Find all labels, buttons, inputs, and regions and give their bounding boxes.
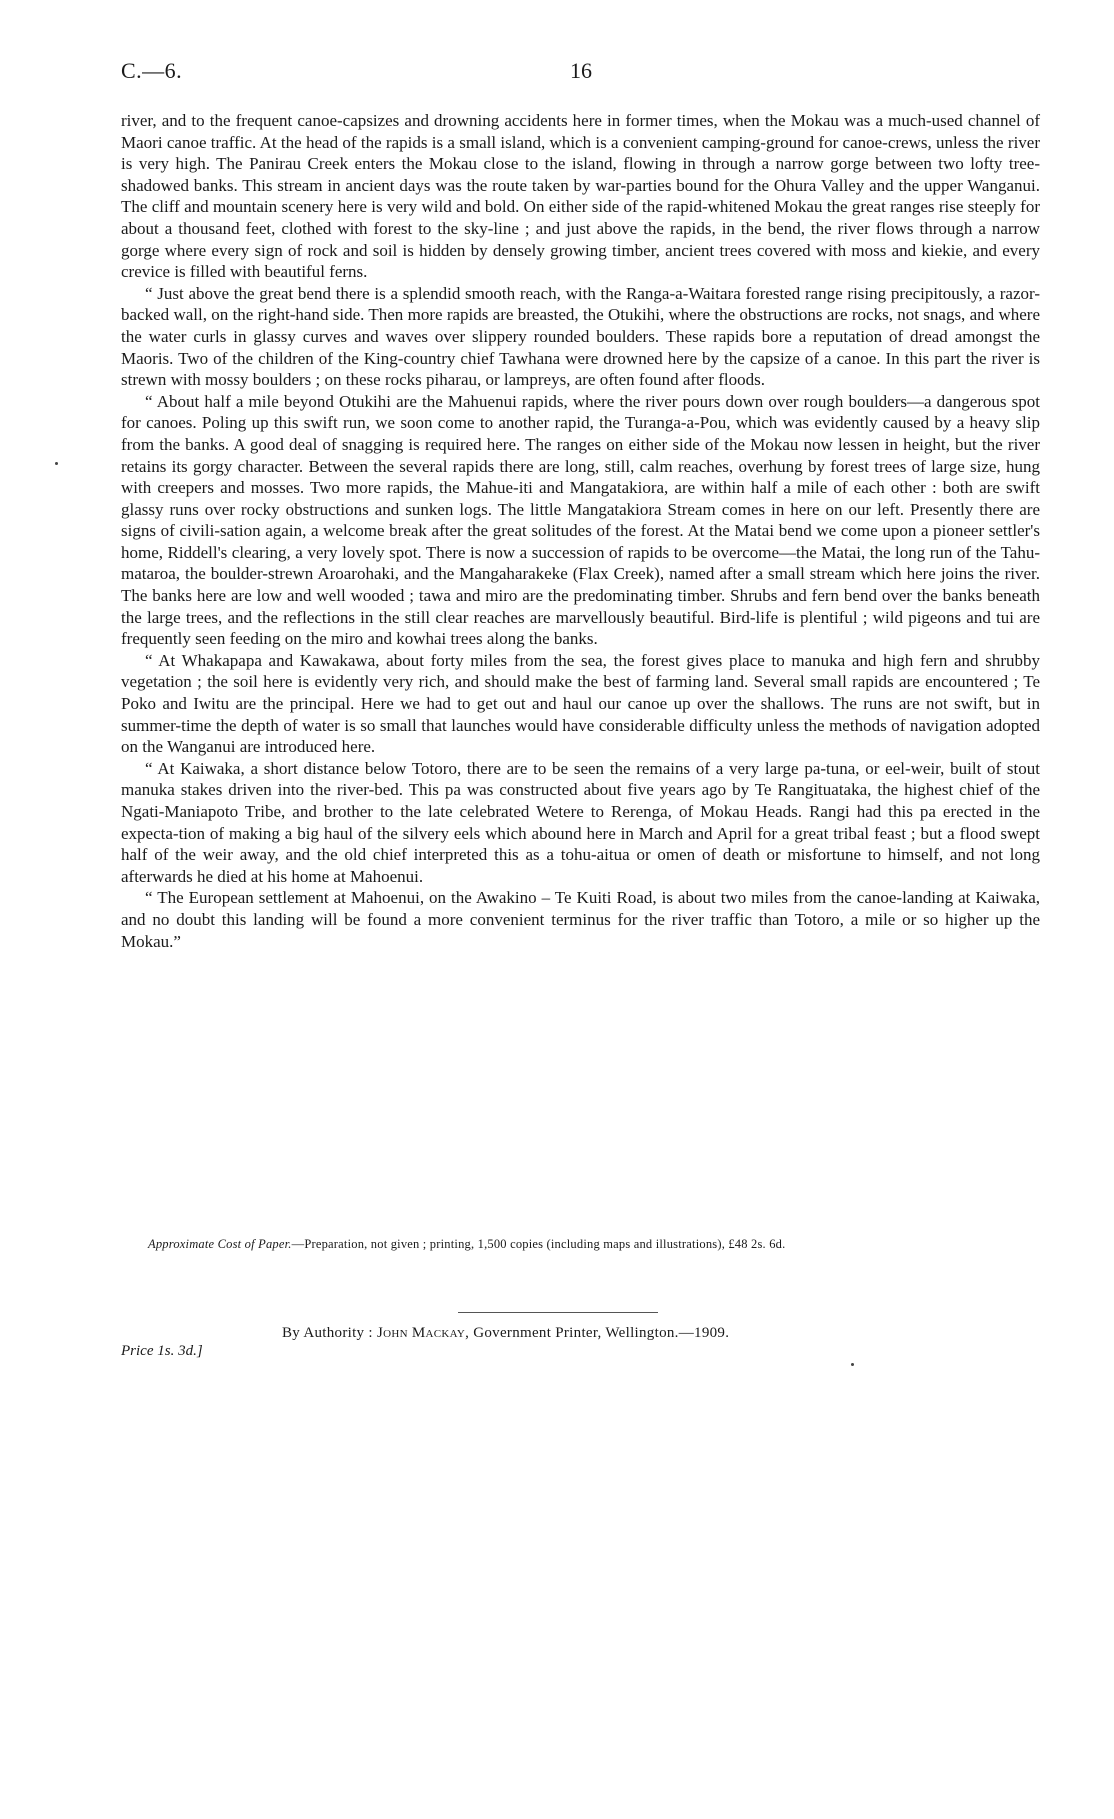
authority-suffix: , Government Printer, Wellington.—1909.	[465, 1325, 730, 1341]
cost-label: Approximate Cost of Paper.	[148, 1237, 292, 1251]
paragraph: “ At Whakapapa and Kawakawa, about forty miles from the sea, the forest gives place to manuka and high fern and shrubby vegetation ; the soil here is evidently very rich, and should make the best of farming land. Several small rapids are encountered ; Te Poko and Iwitu are the principal. Here we had to get out and haul our canoe up over the shallows. The runs are not swift, but in summer-time the depth of water is so small that launches would have considerable difficulty unless the methods of navigation adopted on the Wanganui are introduced here.	[121, 650, 1040, 757]
cost-note	[148, 1237, 1028, 1252]
authority-prefix: By Authority :	[282, 1325, 373, 1341]
price-note: Price 1s. 3d.]	[121, 1343, 203, 1359]
printer-authority	[282, 1325, 729, 1342]
margin-speck	[851, 1363, 854, 1366]
cost-text: —Preparation, not given ; printing, 1,500 copies (including maps and illustrations), £48 2s. 6d.	[291, 1237, 786, 1251]
paragraph: “ Just above the great bend there is a splendid smooth reach, with the Ranga-a-Waitara forested range rising precipitously, a razor-backed wall, on the right-hand side. Then more rapids are breasted, the Otukihi, where the obstructions are rocks, not snags, and where the water curls in glassy curves and waves over slippery rounded boulders. These rapids bore a reputation of dread amongst the Maoris. Two of the children of the King-country chief Tawhana were drowned here by the capsize of a canoe. In this part the river is strewn with mossy boulders ; on these rocks piharau, or lampreys, are often found after floods.	[121, 283, 1040, 390]
paragraph: “ About half a mile beyond Otukihi are the Mahuenui rapids, where the river pours down over rough boulders—a dangerous spot for canoes. Poling up this swift run, we soon come to another rapid, the Turanga-a-Pou, which was evidently caused by a heavy slip from the banks. A good deal of snagging is required here. The ranges on either side of the Mokau now lessen in height, but the river retains its gorgy character. Between the several rapids there are long, still, calm reaches, overhung by forest trees of large size, hung with creepers and mosses. Two more rapids, the Mahue-iti and Mangatakiora, are within half a mile of each other : both are swift glassy runs over rocky obstructions and sunken logs. The little Mangatakiora Stream comes in here on our left. Presently there are signs of civili-sation again, a welcome break after the great solitudes of the forest. At the Matai bend we come upon a pioneer settler's home, Riddell's clearing, a very lovely spot. There is now a succession of rapids to be overcome—the Matai, the long run of the Tahu-mataroa, the boulder-strewn Aroarohaki, and the Mangaharakeke (Flax Creek), named after a small stream which here joins the river. The banks here are low and well wooded ; tawa and miro are the predominating timber. Shrubs and fern bend over the banks beneath the large trees, and the reflections in the still clear reaches are marvellously beautiful. Bird-life is plentiful ; wild pigeons and tui are frequently seen feeding on the miro and kowhai trees along the banks.	[121, 391, 1040, 649]
body-text	[121, 110, 1040, 952]
document-reference: C.—6.	[121, 58, 183, 83]
page-number: 16	[570, 58, 592, 83]
divider-rule	[458, 1312, 658, 1313]
paragraph: river, and to the frequent canoe-capsizes and drowning accidents here in former times, when the Mokau was a much-used channel of Maori canoe traffic. At the head of the rapids is a small island, which is a convenient camping-ground for canoe-crews, unless the river is very high. The Panirau Creek enters the Mokau close to the island, flowing in through a narrow gorge between two lofty tree-shadowed banks. This stream in ancient days was the route taken by war-parties bound for the Ohura Valley and the upper Wanganui. The cliff and mountain scenery here is very wild and bold. On either side of the rapid-whitened Mokau the great ranges rise steeply for about a thousand feet, clothed with forest to the sky-line ; and just above the rapids, in the bend, the river flows through a narrow gorge where every sign of rock and soil is hidden by densely growing timber, ancient trees covered with moss and kiekie, and every crevice is filled with beautiful ferns.	[121, 111, 1040, 282]
paragraph: “ At Kaiwaka, a short distance below Totoro, there are to be seen the remains of a very large pa-tuna, or eel-weir, built of stout manuka stakes driven into the river-bed. This pa was constructed about five years ago by Te Rangituataka, the highest chief of the Ngati-Maniapoto Tribe, and brother to the late celebrated Wetere to Rerenga, of Mokau Heads. Rangi had this pa erected in the expecta-tion of making a big haul of the silvery eels which abound here in March and April for a great tribal feast ; but a flood swept half of the weir away, and the old chief interpreted this as a tohu-aitua or omen of death or misfortune to himself, and not long afterwards he died at his home at Mahoenui.	[121, 758, 1040, 886]
printer-name: John Mackay	[376, 1325, 466, 1341]
margin-speck	[55, 462, 58, 465]
paragraph: “ The European settlement at Mahoenui, on the Awakino – Te Kuiti Road, is about two miles from the canoe-landing at Kaiwaka, and no doubt this landing will be found a more convenient terminus for the river traffic than Totoro, a mile or so higher up the Mokau.”	[121, 888, 1040, 951]
